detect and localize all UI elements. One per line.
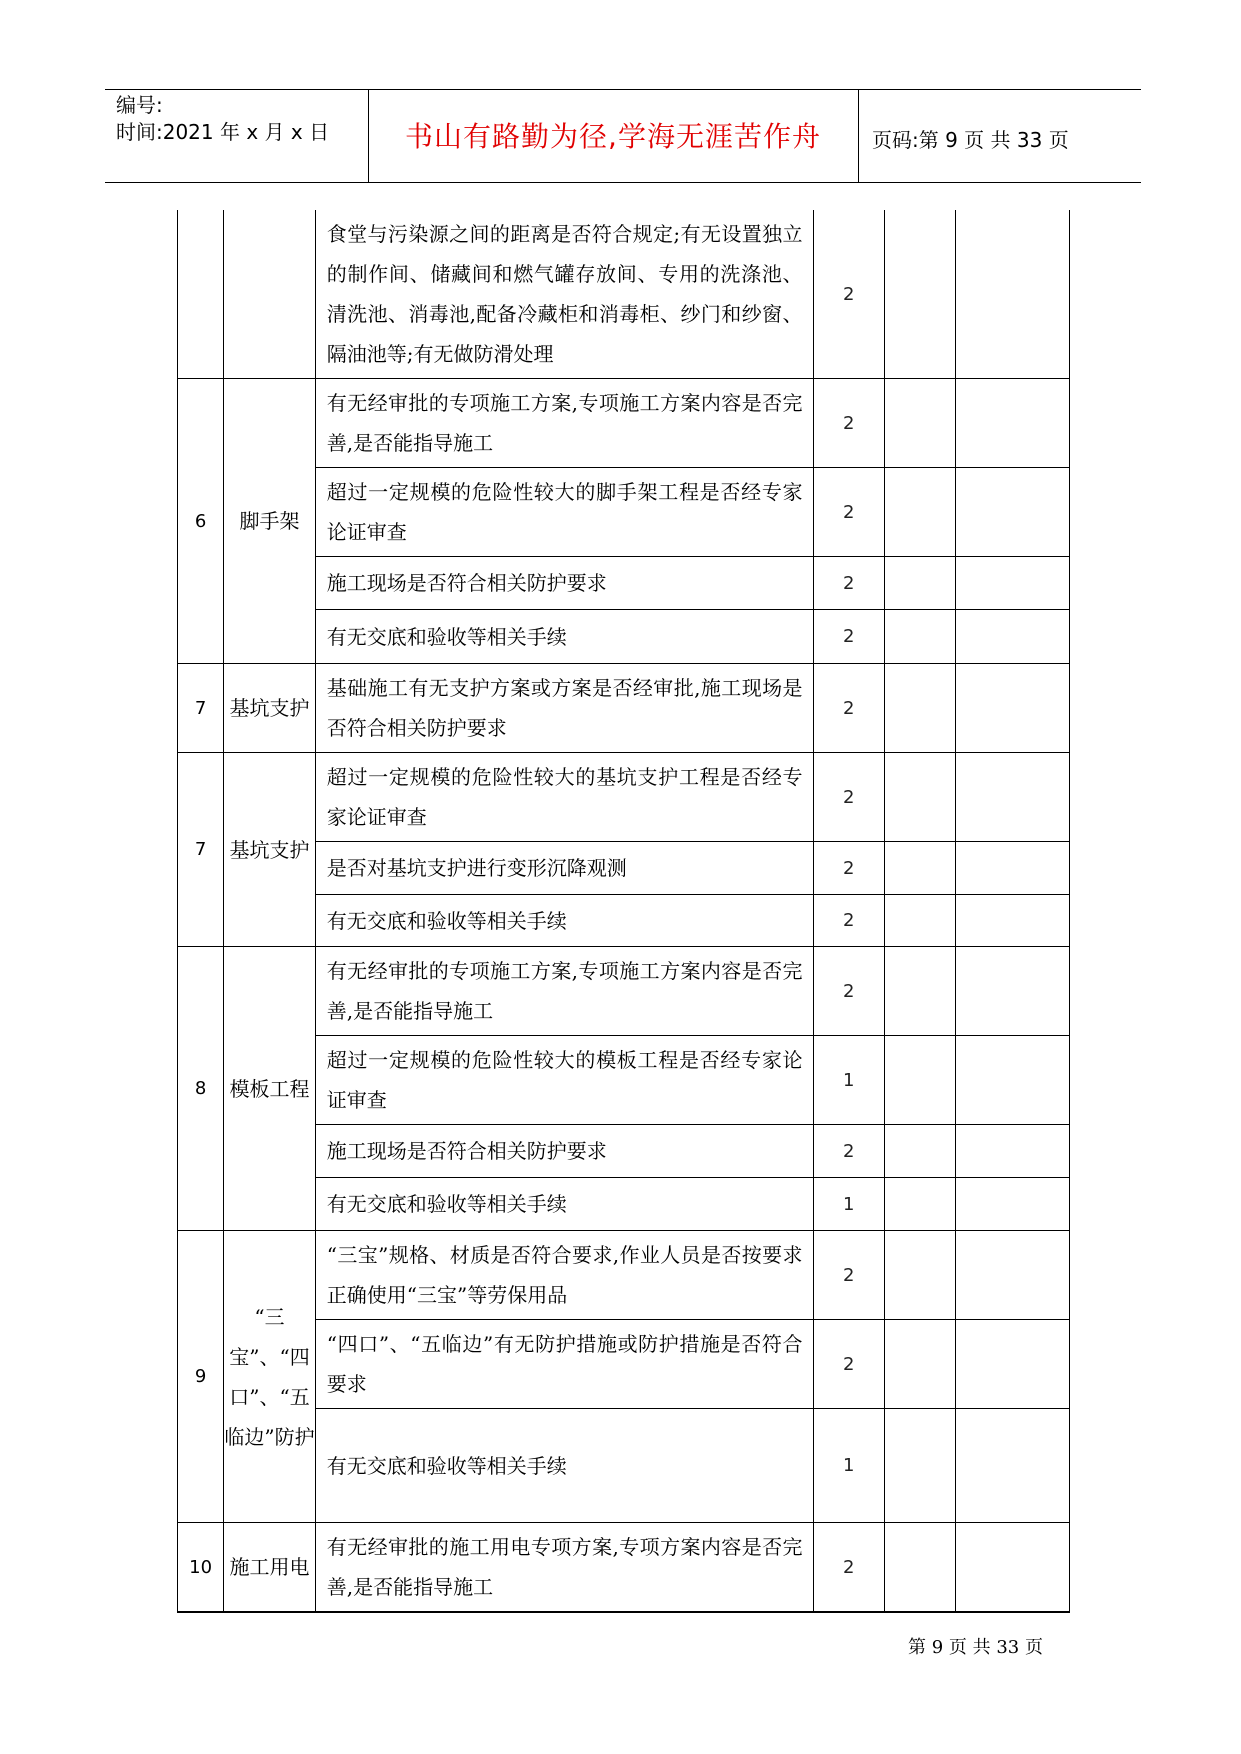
- score-cell: 2: [813, 664, 884, 753]
- check-item: 有无经审批的专项施工方案,专项施工方案内容是否完善,是否能指导施工: [315, 379, 813, 468]
- blank-cell: [956, 947, 1070, 1036]
- score-cell: 2: [813, 1125, 884, 1178]
- score-cell: 2: [813, 210, 884, 379]
- score-cell: 2: [813, 895, 884, 947]
- row-number: 7: [178, 664, 224, 753]
- score-cell: 2: [813, 947, 884, 1036]
- score-cell: 2: [813, 557, 884, 610]
- check-item: 有无经审批的施工用电专项方案,专项方案内容是否完善,是否能指导施工: [315, 1523, 813, 1613]
- row-number: 8: [178, 947, 224, 1231]
- blank-cell: [884, 210, 955, 379]
- blank-cell: [884, 664, 955, 753]
- blank-cell: [884, 1320, 955, 1409]
- blank-cell: [956, 610, 1070, 664]
- table-row: [178, 210, 1070, 379]
- category-name: 基坑支护: [224, 753, 316, 947]
- score-cell: 1: [813, 1036, 884, 1125]
- header-top-rule: [105, 89, 1141, 90]
- document-time-label: 时间:2021 年 x 月 x 日: [116, 120, 330, 144]
- check-item: 施工现场是否符合相关防护要求: [315, 557, 813, 610]
- row-number: 7: [178, 753, 224, 947]
- blank-cell: [884, 895, 955, 947]
- blank-cell: [884, 468, 955, 557]
- score-cell: 2: [813, 468, 884, 557]
- blank-cell: [956, 468, 1070, 557]
- check-item: 有无交底和验收等相关手续: [315, 1178, 813, 1231]
- table-row: [178, 664, 1070, 753]
- score-cell: 2: [813, 1320, 884, 1409]
- blank-cell: [956, 1231, 1070, 1320]
- table-row: [178, 1231, 1070, 1320]
- row-number: [178, 210, 224, 379]
- score-cell: 2: [813, 1523, 884, 1613]
- header-page-label: 页码:第 9 页 共 33 页: [872, 128, 1069, 152]
- blank-cell: [884, 379, 955, 468]
- blank-cell: [956, 842, 1070, 895]
- table-row: [178, 379, 1070, 468]
- blank-cell: [956, 1409, 1070, 1523]
- category-name: 脚手架: [224, 379, 316, 664]
- score-cell: 2: [813, 753, 884, 842]
- inspection-table: [177, 210, 1070, 1613]
- row-number: 6: [178, 379, 224, 664]
- score-cell: 2: [813, 1231, 884, 1320]
- blank-cell: [884, 557, 955, 610]
- check-item: 基础施工有无支护方案或方案是否经审批,施工现场是否符合相关防护要求: [315, 664, 813, 753]
- blank-cell: [956, 895, 1070, 947]
- header-motto: 书山有路勤为径,学海无涯苦作舟: [405, 120, 821, 153]
- category-name: “三宝”、“四口”、“五临边”防护: [224, 1231, 316, 1523]
- check-item: 超过一定规模的危险性较大的模板工程是否经专家论证审查: [315, 1036, 813, 1125]
- row-number: 10: [178, 1523, 224, 1613]
- blank-cell: [956, 1320, 1070, 1409]
- check-item: 有无交底和验收等相关手续: [315, 1409, 813, 1523]
- score-cell: 2: [813, 379, 884, 468]
- blank-cell: [956, 1125, 1070, 1178]
- check-item: “四口”、“五临边”有无防护措施或防护措施是否符合要求: [315, 1320, 813, 1409]
- category-name: [224, 210, 316, 379]
- blank-cell: [956, 1036, 1070, 1125]
- blank-cell: [956, 1178, 1070, 1231]
- blank-cell: [884, 947, 955, 1036]
- blank-cell: [956, 753, 1070, 842]
- page-footer: 第 9 页 共 33 页: [908, 1637, 1043, 1658]
- check-item: 有无交底和验收等相关手续: [315, 610, 813, 664]
- check-item: 食堂与污染源之间的距离是否符合规定;有无设置独立的制作间、储藏间和燃气罐存放间、专用的洗涤池、清洗池、消毒池,配备冷藏柜和消毒柜、纱门和纱窗、隔油池等;有无做防滑处理: [315, 210, 813, 379]
- blank-cell: [956, 379, 1070, 468]
- check-item: “三宝”规格、材质是否符合要求,作业人员是否按要求正确使用“三宝”等劳保用品: [315, 1231, 813, 1320]
- blank-cell: [884, 1036, 955, 1125]
- blank-cell: [884, 1523, 955, 1613]
- category-name: 模板工程: [224, 947, 316, 1231]
- check-item: 有无交底和验收等相关手续: [315, 895, 813, 947]
- blank-cell: [884, 610, 955, 664]
- check-item: 是否对基坑支护进行变形沉降观测: [315, 842, 813, 895]
- table-row: [178, 947, 1070, 1036]
- row-number: 9: [178, 1231, 224, 1523]
- blank-cell: [956, 210, 1070, 379]
- table-row: [178, 1523, 1070, 1613]
- check-item: 超过一定规模的危险性较大的基坑支护工程是否经专家论证审查: [315, 753, 813, 842]
- check-item: 有无经审批的专项施工方案,专项施工方案内容是否完善,是否能指导施工: [315, 947, 813, 1036]
- category-name: 基坑支护: [224, 664, 316, 753]
- header-meta: [116, 92, 329, 146]
- blank-cell: [884, 1231, 955, 1320]
- header-bottom-rule: [105, 182, 1141, 183]
- blank-cell: [956, 1523, 1070, 1613]
- blank-cell: [884, 1178, 955, 1231]
- check-item: 施工现场是否符合相关防护要求: [315, 1125, 813, 1178]
- blank-cell: [884, 753, 955, 842]
- blank-cell: [884, 842, 955, 895]
- blank-cell: [884, 1409, 955, 1523]
- header-divider-right: [858, 89, 859, 182]
- score-cell: 2: [813, 610, 884, 664]
- score-cell: 2: [813, 842, 884, 895]
- document-number-label: 编号:: [116, 93, 163, 117]
- blank-cell: [956, 664, 1070, 753]
- score-cell: 1: [813, 1409, 884, 1523]
- score-cell: 1: [813, 1178, 884, 1231]
- blank-cell: [884, 1125, 955, 1178]
- blank-cell: [956, 557, 1070, 610]
- check-item: 超过一定规模的危险性较大的脚手架工程是否经专家论证审查: [315, 468, 813, 557]
- table-row: [178, 753, 1070, 842]
- category-name: 施工用电: [224, 1523, 316, 1613]
